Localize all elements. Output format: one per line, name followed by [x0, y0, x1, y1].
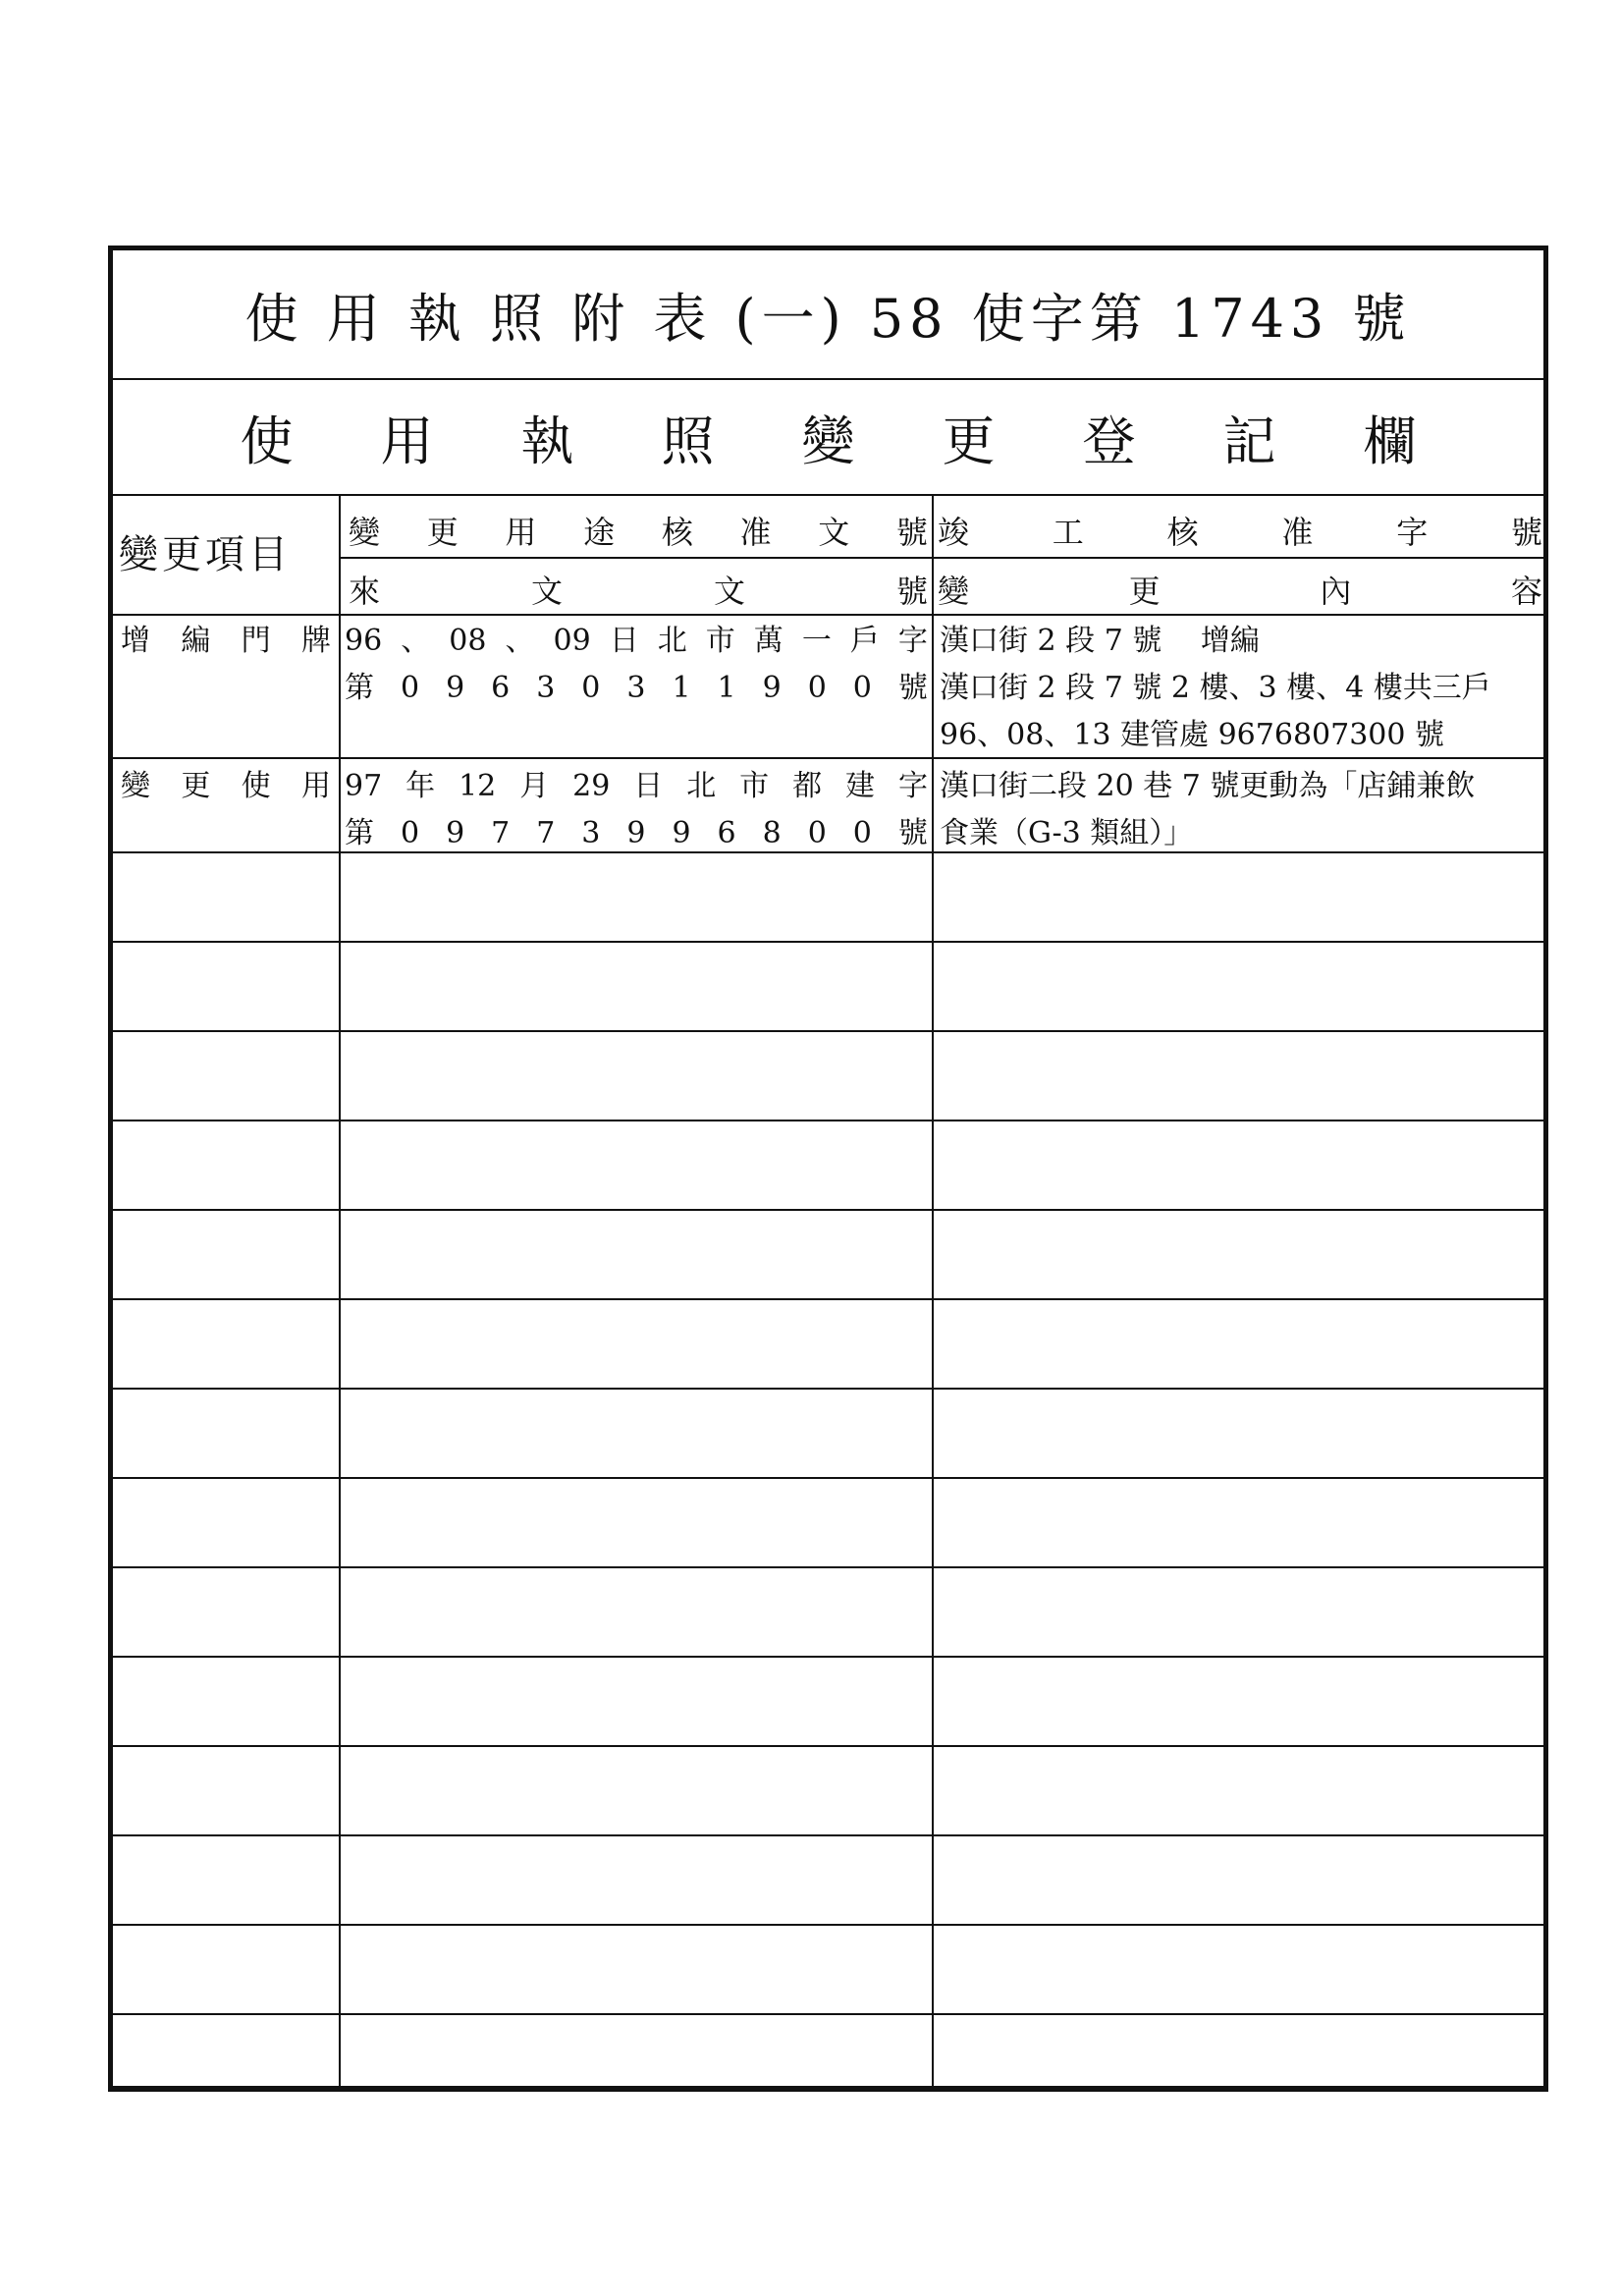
- row-divider: [113, 1209, 1543, 1211]
- record-1-doc-line-1: 96 、 08 、 09 日 北 市 萬 一 戶 字: [345, 624, 928, 658]
- subtitle-char: 登: [1082, 410, 1136, 472]
- row-divider: [113, 1477, 1543, 1479]
- row-divider: [113, 757, 1543, 759]
- subtitle-char: 更: [942, 410, 996, 472]
- record-2-doc-line-1: 97 年 12 月 29 日 北 市 都 建 字: [345, 769, 928, 803]
- column-divider-2: [932, 496, 934, 2086]
- record-2-doc-line-2: 第 0 9 7 7 3 9 9 6 8 0 0 號: [345, 816, 928, 850]
- form-subtitle: [113, 380, 1543, 496]
- record-1-item: 增 編 門 牌: [121, 624, 331, 658]
- row-divider: [113, 1298, 1543, 1300]
- form-title: [113, 250, 1543, 380]
- subtitle-char: 變: [801, 410, 855, 472]
- record-2-item: 變 更 使 用: [121, 769, 331, 803]
- subtitle-char: 欄: [1363, 410, 1417, 472]
- subtitle-char: 照: [661, 410, 715, 472]
- column-divider-1: [339, 496, 341, 2086]
- subtitle-char: 用: [380, 410, 434, 472]
- subtitle-char: 使: [240, 410, 294, 472]
- row-divider: [113, 1120, 1543, 1121]
- record-2-content-line-1: 漢口街二段 20 巷 7 號更動為「店鋪兼飲: [940, 769, 1476, 803]
- form-title-text: 使 用 執 照 附 表 (一) 58 使字第 1743 號: [244, 287, 1412, 350]
- record-1-content-line-2: 漢口街 2 段 7 號 2 樓、3 樓、4 樓共三戶: [940, 671, 1491, 705]
- record-1-content-line-1: 漢口街 2 段 7 號 增編: [940, 624, 1260, 658]
- subtitle-char: 執: [520, 410, 574, 472]
- column-header-incoming-no: 來 文 文 號: [349, 573, 928, 610]
- row-divider: [113, 941, 1543, 943]
- row-divider: [113, 1924, 1543, 1926]
- row-divider: [113, 1834, 1543, 1836]
- column-header-completion-no: 竣 工 核 准 字 號: [938, 514, 1542, 551]
- subtitle-char: 記: [1222, 410, 1276, 472]
- record-2-content-line-2: 食業（G-3 類組）」: [940, 816, 1194, 850]
- row-divider: [113, 851, 1543, 853]
- row-divider: [113, 614, 1543, 616]
- column-header-content: 變 更 內 容: [938, 573, 1542, 610]
- row-divider: [113, 1388, 1543, 1390]
- row-divider: [113, 2013, 1543, 2015]
- header-split-line: [341, 557, 1543, 559]
- registration-form-table: [108, 246, 1548, 2092]
- record-1-content-line-3: 96、08、13 建管處 9676807300 號: [940, 718, 1444, 752]
- column-header-item: 變更項目: [119, 532, 292, 577]
- record-1-doc-line-2: 第 0 9 6 3 0 3 1 1 9 0 0 號: [345, 671, 928, 705]
- row-divider: [113, 1745, 1543, 1747]
- row-divider: [113, 1566, 1543, 1568]
- row-divider: [113, 1030, 1543, 1032]
- row-divider: [113, 1656, 1543, 1658]
- column-header-approval-no: 變 更 用 途 核 准 文 號: [349, 514, 928, 551]
